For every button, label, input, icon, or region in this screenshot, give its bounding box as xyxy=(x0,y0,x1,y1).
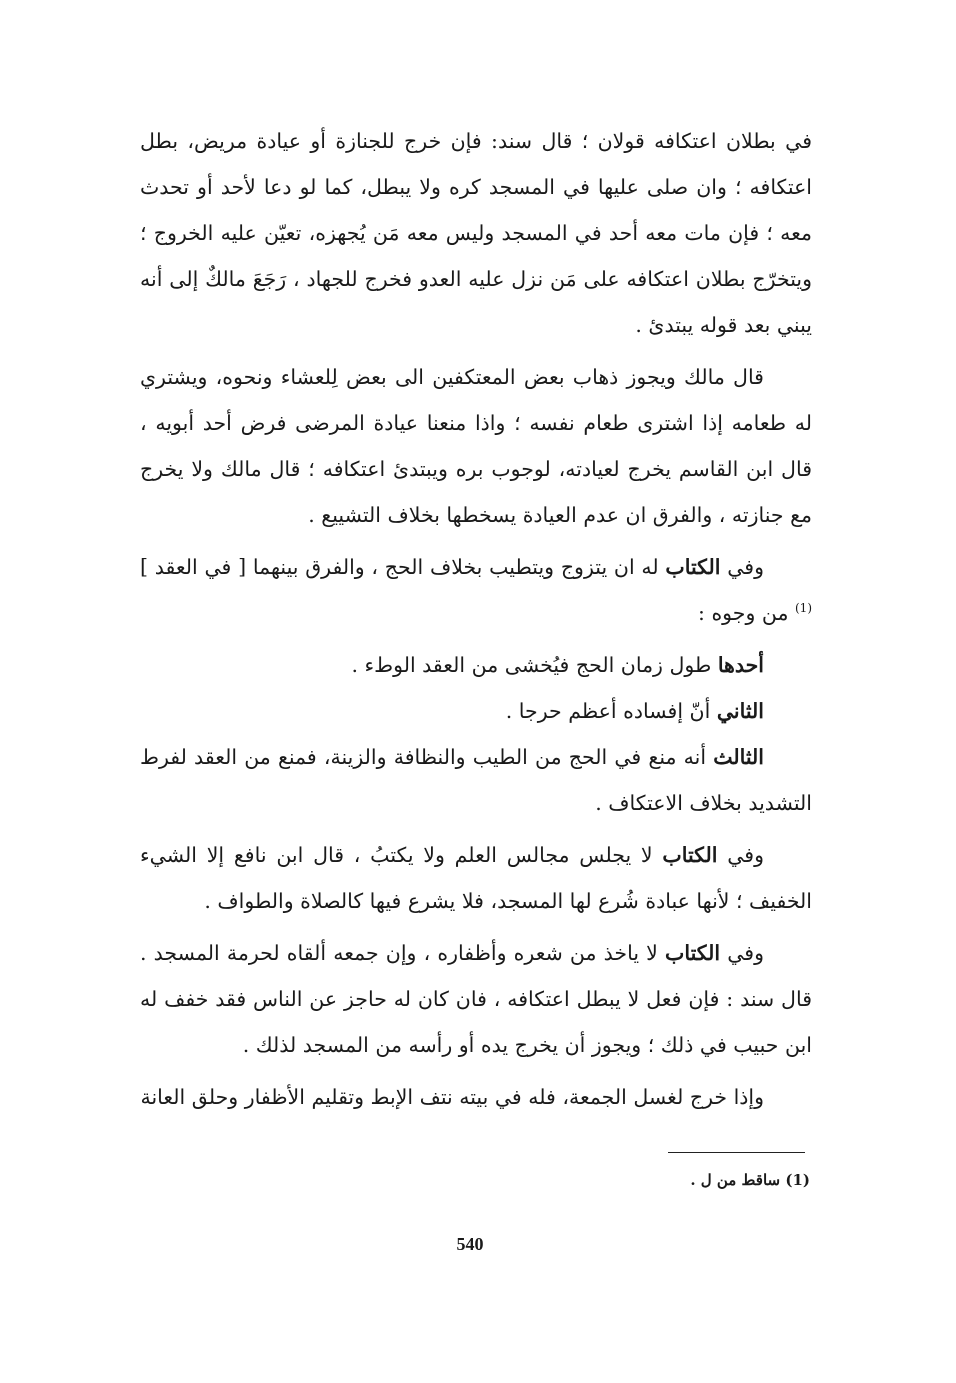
paragraph-3 xyxy=(140,544,812,636)
paragraph-5-bold: الكتاب xyxy=(665,941,721,965)
footnote-text: ساقط من ل . xyxy=(690,1171,781,1189)
reason-2 xyxy=(140,688,812,734)
main-text xyxy=(140,118,812,1126)
footnote xyxy=(560,1166,810,1194)
paragraph-5-text: لا ياخذ من شعره وأظفاره ، وإن جمعه ألقاه لحرمة المسجد . قال سند : فإن فعل لا يبطل اعتكافه ، فان كان له حاجز عن الناس فقد خفف له ابن حبيب في ذلك ؛ ويجوز أن يخرج يده أو رأسه من المسجد لذلك . xyxy=(140,941,812,1057)
paragraph-4-lead: وفي xyxy=(727,843,764,867)
reason-1-label: أحدها xyxy=(717,653,764,677)
paragraph-3-text: له ان يتزوج ويتطيب بخلاف الحج ، والفرق بينهما [ في العقد ] xyxy=(140,555,659,579)
paragraph-4-bold: الكتاب xyxy=(662,843,718,867)
reason-3-label: الثالث xyxy=(713,745,764,769)
paragraph-3-after: من وجوه : xyxy=(698,601,789,625)
paragraph-3-bold: الكتاب xyxy=(665,555,721,579)
footnote-mark: (1) xyxy=(785,1171,810,1189)
paragraph-3-lead: وفي xyxy=(727,555,764,579)
paragraph-5-lead: وفي xyxy=(727,941,764,965)
paragraph-6-text: وإذا خرج لغسل الجمعة، فله في بيته نتف الإبط وتقليم الأظفار وحلق العانة xyxy=(140,1085,764,1109)
paragraph-1 xyxy=(140,118,812,348)
reason-1-text: طول زمان الحج فيُخشى من العقد الوطء . xyxy=(351,653,712,677)
footnote-divider xyxy=(668,1152,805,1153)
paragraph-1-text: في بطلان اعتكافه قولان ؛ قال سند: فإن خرج للجنازة أو عيادة مريض، بطل اعتكافه ؛ وان صلى عليها في المسجد كره ولا يبطل، كما لو دعا لأحد أو تحدث معه ؛ فإن مات معه أحد في المسجد وليس معه مَن يُجهزه، تعيّن عليه الخروج ؛ ويتخرّج بطلان اعتكافه على مَن نزل عليه العدو فخرج للجهاد ، رَجَعَ مالكٌ إلى أنه يبني بعد قوله يبتدئ . xyxy=(140,129,812,337)
reason-3-text: أنه منع في الحج من الطيب والنظافة والزينة، فمنع من العقد لفرط التشديد بخلاف الاعتكاف . xyxy=(140,745,812,815)
paragraph-6 xyxy=(140,1074,812,1120)
paragraph-4 xyxy=(140,832,812,924)
footnote-reference-mark: (1) xyxy=(794,601,812,616)
reason-1 xyxy=(140,642,812,688)
page-number: 540 xyxy=(456,1234,484,1254)
reason-3 xyxy=(140,734,812,826)
paragraph-2 xyxy=(140,354,812,538)
reason-2-label: الثاني xyxy=(716,699,764,723)
paragraph-4-text: لا يجلس مجالس العلم ولا يكتبُ ، قال ابن نافع إلا الشيء الخفيف ؛ لأنها عبادة شُرع لها المسجد، فلا يشرع فيها كالصلاة والطواف . xyxy=(140,843,812,913)
reason-2-text: أنّ إفساده أعظم حرجا . xyxy=(505,699,711,723)
paragraph-2-text: قال مالك ويجوز ذهاب بعض المعتكفين الى بعض لِلعشاء ونحوه، ويشتري له طعامه إذا اشترى طعام نفسه ؛ واذا منعنا عيادة المرضى فرض أحد أبويه ، قال ابن القاسم يخرج لعيادته، لوجوب بره ويبتدئ اعتكافه ؛ قال مالك ولا يخرج مع جنازته ، والفرق ان عدم العيادة يسخطها بخلاف التشييع . xyxy=(140,365,812,527)
paragraph-5 xyxy=(140,930,812,1068)
